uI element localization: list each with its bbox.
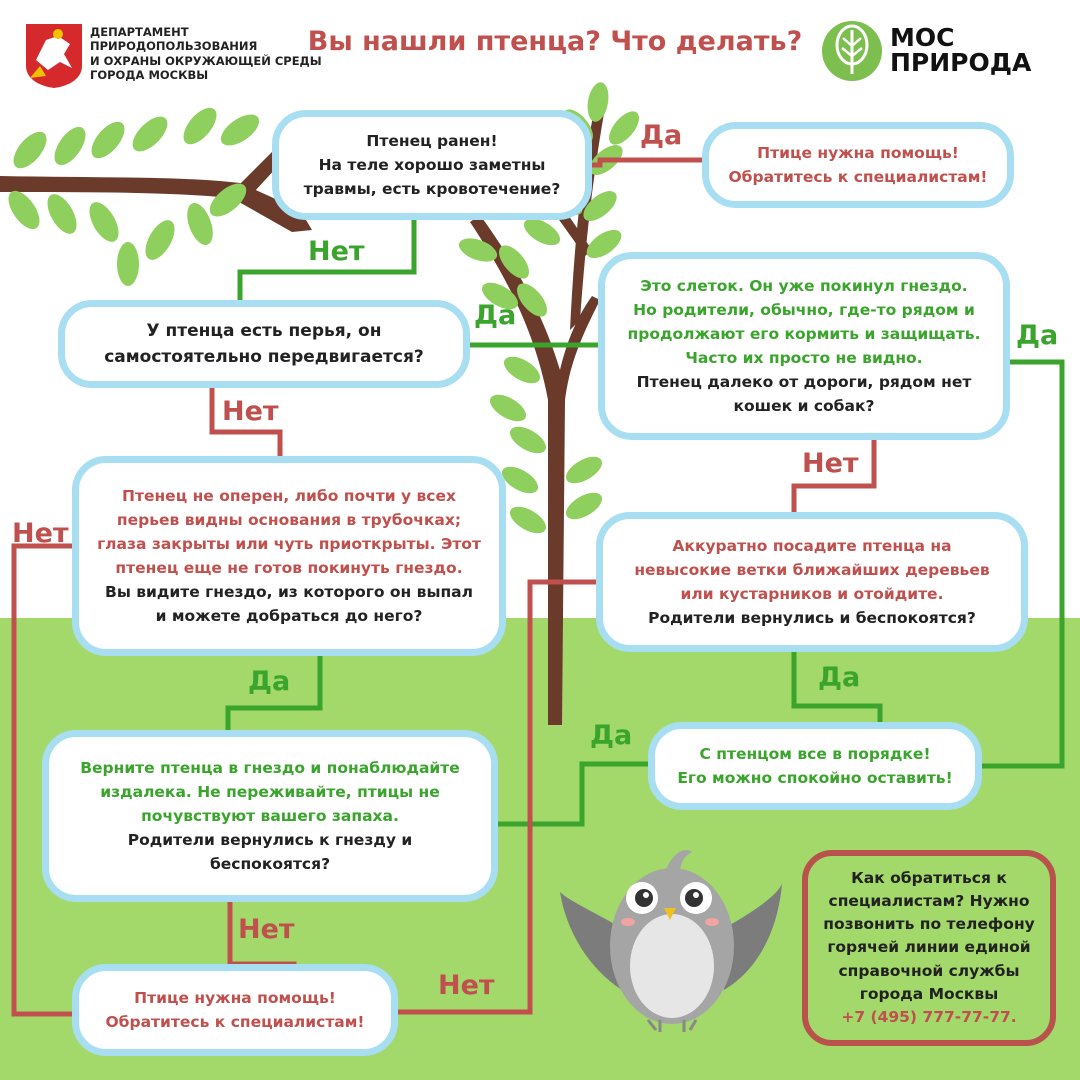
label-yes-feathers: Да [474, 300, 517, 331]
moscow-coat-of-arms-icon [26, 24, 82, 88]
label-no-feathers: Нет [222, 396, 279, 427]
contact-info-box: Как обратиться к специалистам? Нужно позвонить по телефону горячей линии единой справочной службы города Москвы +7 (495) 777-77-77. [802, 850, 1056, 1046]
node-help-bottom: Птице нужна помощь! Обратитесь к специалистам! [72, 964, 398, 1056]
node-help-top: Птице нужна помощь! Обратитесь к специалистам! [702, 122, 1014, 208]
node-injured: Птенец ранен! На теле хорошо заметны травмы, есть кровотечение? [272, 110, 592, 220]
label-no-injured: Нет [308, 236, 365, 267]
node-ok: С птенцом все в порядке! Его можно спокойно оставить! [648, 722, 982, 810]
label-yes-branch: Да [818, 662, 861, 693]
brand-name: МОС ПРИРОДА [890, 23, 1032, 77]
node-fledgling: Это слеток. Он уже покинул гнездо. Но родители, обычно, где-то рядом и продолжают его кормить и защищать. Часто их просто не видно. Птенец далеко от дороги, рядом нет кошек и собак? [598, 252, 1010, 440]
department-name: ДЕПАРТАМЕНТ ПРИРОДОПОЛЬЗОВАНИЯ И ОХРАНЫ ОКРУЖАЮЩЕЙ СРЕДЫ ГОРОДА МОСКВЫ [90, 25, 322, 83]
label-no-fledgling: Нет [802, 448, 859, 479]
left-branch [0, 102, 312, 286]
label-yes-injured: Да [640, 120, 683, 151]
contact-phone: +7 (495) 777-77-77. [841, 1008, 1017, 1027]
label-no-nestling: Нет [12, 518, 69, 549]
label-yes-return: Да [590, 720, 633, 751]
tree-in-circle-icon [822, 21, 882, 81]
node-nestling: Птенец не оперен, либо почти у всех перьев видны основания в трубочках; глаза закрыты или чуть приоткрыты. Этот птенец еще не готов покинуть гнездо. Вы видите гнездо, из которого он выпал и можете добраться до него? [72, 456, 506, 656]
node-branch: Аккуратно посадите птенца на невысокие ветки ближайших деревьев или кустарников и отойдите. Родители вернулись и беспокоятся? [596, 512, 1028, 652]
label-yes-fledgling: Да [1016, 320, 1059, 351]
label-no-return: Нет [238, 914, 295, 945]
label-yes-nestling: Да [248, 666, 291, 697]
node-return-nest: Верните птенца в гнездо и понаблюдайте издалека. Не переживайте, птицы не почувствуют вашего запаха. Родители вернулись к гнезду и беспокоятся? [42, 730, 498, 902]
label-no-branch: Нет [438, 970, 495, 1001]
owl-icon [560, 850, 782, 1032]
node-feathers: У птенца есть перья, он самостоятельно передвигается? [58, 300, 470, 388]
page-title: Вы нашли птенца? Что делать? [307, 26, 803, 57]
